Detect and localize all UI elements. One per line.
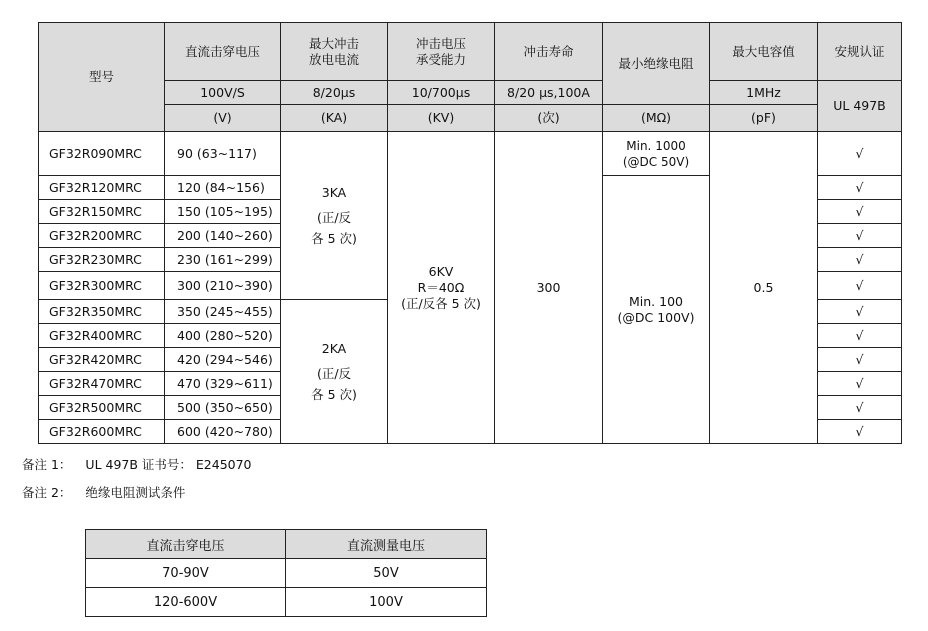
voltage-cell: 90 (63~117) — [165, 132, 281, 176]
cert-check: √ — [818, 132, 902, 176]
model-cell: GF32R600MRC — [39, 420, 165, 444]
header-model: 型号 — [39, 23, 165, 132]
note-1-text: UL 497B 证书号： E245070 — [85, 457, 252, 472]
discharge-group-1 — [281, 132, 388, 300]
surge-value — [388, 132, 495, 444]
header-safety-cond: UL 497B — [818, 81, 902, 132]
cert-check: √ — [818, 348, 902, 372]
note-2 — [22, 483, 185, 501]
insulation-rest-line1: Min. 100 — [629, 293, 683, 309]
note-2-text: 绝缘电阻测试条件 — [85, 485, 186, 500]
surge-line3: (正/反各 5 次) — [401, 295, 481, 311]
header-capacitance-cond: 1MHz — [710, 81, 818, 105]
header-safety: 安规认证 — [818, 23, 902, 81]
model-cell: GF32R400MRC — [39, 324, 165, 348]
cert-check: √ — [818, 420, 902, 444]
header-insulation-unit: (MΩ) — [603, 105, 710, 132]
life-value: 300 — [495, 132, 603, 444]
model-cell: GF32R200MRC — [39, 224, 165, 248]
header-surge-unit: (KV) — [388, 105, 495, 132]
voltage-cell: 420 (294~546) — [165, 348, 281, 372]
insulation-rest-line2: (@DC 100V) — [617, 309, 695, 325]
voltage-cell: 200 (140~260) — [165, 224, 281, 248]
note-1-label: 备注 1： — [22, 457, 72, 472]
header-discharge — [281, 23, 388, 81]
header-surge-line2: 承受能力 — [415, 51, 466, 67]
cond-cell: 100V — [286, 588, 487, 617]
voltage-cell: 120 (84~156) — [165, 176, 281, 200]
cert-check: √ — [818, 396, 902, 420]
model-cell: GF32R500MRC — [39, 396, 165, 420]
surge-line1: 6KV — [428, 263, 454, 279]
note-2-label: 备注 2： — [22, 485, 72, 500]
cert-check: √ — [818, 248, 902, 272]
insulation-rest — [603, 176, 710, 444]
model-cell: GF32R350MRC — [39, 300, 165, 324]
table-row — [39, 132, 902, 176]
model-cell: GF32R090MRC — [39, 132, 165, 176]
discharge-value: 2KA — [321, 340, 347, 356]
cond-cell: 70-90V — [86, 559, 286, 588]
model-cell: GF32R150MRC — [39, 200, 165, 224]
cert-check: √ — [818, 300, 902, 324]
capacitance-value: 0.5 — [710, 132, 818, 444]
cert-check: √ — [818, 224, 902, 248]
cond-header-measure: 直流测量电压 — [286, 530, 487, 559]
header-insulation: 最小绝缘电阻 — [603, 23, 710, 105]
discharge-note-line2: 各 5 次) — [311, 386, 357, 402]
discharge-value: 3KA — [321, 184, 347, 200]
note-1 — [22, 455, 252, 473]
cert-check: √ — [818, 324, 902, 348]
model-cell: GF32R420MRC — [39, 348, 165, 372]
model-cell: GF32R120MRC — [39, 176, 165, 200]
header-discharge-line2: 放电电流 — [308, 51, 359, 67]
model-cell: GF32R470MRC — [39, 372, 165, 396]
voltage-cell: 500 (350~650) — [165, 396, 281, 420]
insulation-first — [603, 132, 710, 176]
header-discharge-line1: 最大冲击 — [308, 35, 359, 51]
cert-check: √ — [818, 200, 902, 224]
discharge-group-2 — [281, 300, 388, 444]
cert-check: √ — [818, 176, 902, 200]
cond-cell: 50V — [286, 559, 487, 588]
header-surge-line1: 冲击电压 — [415, 35, 466, 51]
discharge-note-line1: (正/反 — [316, 365, 352, 381]
voltage-cell: 230 (161~299) — [165, 248, 281, 272]
header-capacitance: 最大电容值 — [710, 23, 818, 81]
voltage-cell: 400 (280~520) — [165, 324, 281, 348]
header-surge-cond: 10/700μs — [388, 81, 495, 105]
cert-check: √ — [818, 272, 902, 300]
voltage-cell: 350 (245~455) — [165, 300, 281, 324]
voltage-cell: 600 (420~780) — [165, 420, 281, 444]
cond-header-breakdown: 直流击穿电压 — [86, 530, 286, 559]
test-condition-table — [85, 529, 487, 617]
table-row — [86, 588, 487, 617]
header-life-cond: 8/20 μs,100A — [495, 81, 603, 105]
spec-table — [38, 22, 902, 444]
voltage-cell: 150 (105~195) — [165, 200, 281, 224]
header-life-unit: (次) — [495, 105, 603, 132]
header-breakdown: 直流击穿电压 — [165, 23, 281, 81]
table-row — [86, 559, 487, 588]
insulation-first-line1: Min. 1000 — [626, 138, 686, 153]
discharge-note-line2: 各 5 次) — [311, 230, 357, 246]
cert-check: √ — [818, 372, 902, 396]
header-life: 冲击寿命 — [495, 23, 603, 81]
header-surge — [388, 23, 495, 81]
voltage-cell: 300 (210~390) — [165, 272, 281, 300]
header-breakdown-cond: 100V/S — [165, 81, 281, 105]
model-cell: GF32R230MRC — [39, 248, 165, 272]
model-cell: GF32R300MRC — [39, 272, 165, 300]
surge-line2: R＝40Ω — [417, 279, 465, 295]
cond-cell: 120-600V — [86, 588, 286, 617]
header-discharge-unit: (KA) — [281, 105, 388, 132]
header-discharge-cond: 8/20μs — [281, 81, 388, 105]
insulation-first-line2: (@DC 50V) — [622, 154, 690, 169]
header-breakdown-unit: (V) — [165, 105, 281, 132]
voltage-cell: 470 (329~611) — [165, 372, 281, 396]
discharge-note-line1: (正/反 — [316, 209, 352, 225]
header-capacitance-unit: (pF) — [710, 105, 818, 132]
